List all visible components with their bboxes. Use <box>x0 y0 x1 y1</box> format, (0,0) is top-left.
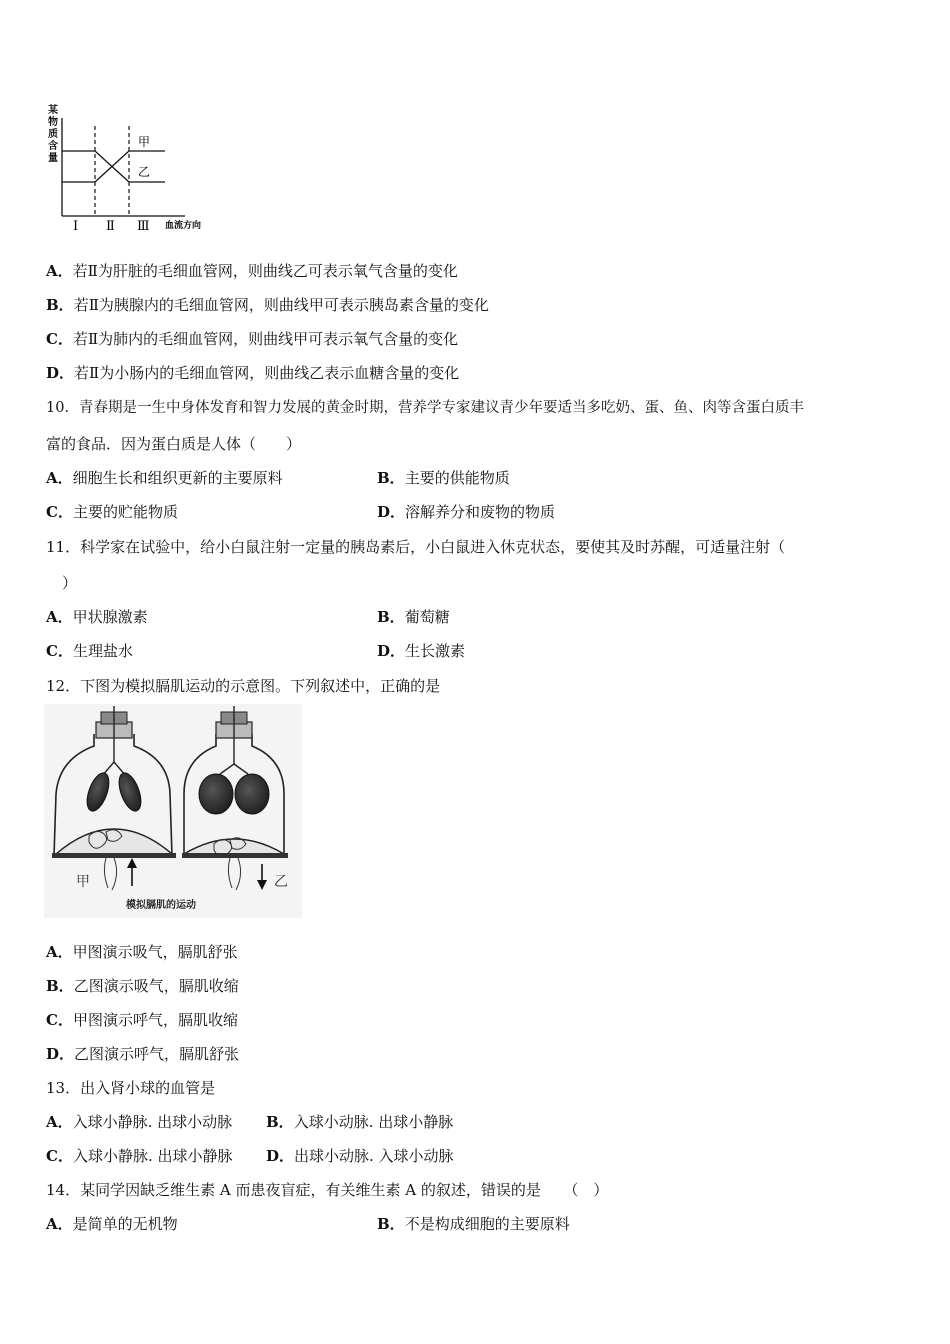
graph-ylabel-char: 某 <box>48 105 58 116</box>
option-text: 若Ⅱ为肝脏的毛细血管网，则曲线乙可表示氧气含量的变化 <box>72 262 458 280</box>
option-text: 入球小动脉. 出球小静脉 <box>293 1113 454 1131</box>
bell-jar-jia <box>52 706 176 890</box>
option-letter: B． <box>377 608 405 626</box>
graph-xlabel: 血流方向 <box>165 221 202 231</box>
option-letter: B． <box>377 1215 405 1233</box>
option-text: 甲图演示吸气，膈肌舒张 <box>72 943 238 961</box>
blood-content-graph <box>40 100 220 235</box>
option-text: 若Ⅱ为胰腺内的毛细血管网，则曲线甲可表示胰岛素含量的变化 <box>73 296 489 314</box>
q11-stem-line2: ） <box>62 574 78 592</box>
q9-option-b <box>46 295 489 315</box>
option-text: 若Ⅱ为肺内的毛细血管网，则曲线甲可表示氧气含量的变化 <box>72 330 459 348</box>
q12-option-b <box>46 976 239 996</box>
option-letter: B． <box>266 1113 294 1131</box>
option-text: 入球小静脉. 出球小静脉 <box>72 1147 233 1165</box>
option-letter: C． <box>46 1011 73 1029</box>
option-text: 入球小静脉. 出球小动脉 <box>72 1113 233 1131</box>
q10-stem-line2: 富的食品．因为蛋白质是人体（ ） <box>46 435 302 453</box>
figure-label-jia: 甲 <box>76 874 90 890</box>
q9-option-c <box>46 329 458 349</box>
option-letter: A． <box>46 608 73 626</box>
option-text: 生理盐水 <box>72 642 133 660</box>
option-text: 主要的供能物质 <box>404 469 510 487</box>
option-letter: B． <box>46 977 74 995</box>
curve-label-jia: 甲 <box>138 135 151 149</box>
option-text: 葡萄糖 <box>404 608 450 626</box>
option-letter: D． <box>46 1045 75 1063</box>
option-text: 若Ⅱ为小肠内的毛细血管网，则曲线乙表示血糖含量的变化 <box>74 364 460 382</box>
q13-option-d <box>266 1146 454 1166</box>
diaphragm-membrane <box>184 839 284 854</box>
option-text: 甲图演示呼气，膈肌收缩 <box>72 1011 238 1029</box>
graph-ylabel-char: 物 <box>48 117 58 128</box>
region-label: Ⅲ <box>137 219 150 234</box>
region-label: Ⅰ <box>73 219 79 234</box>
jar-base <box>182 853 288 858</box>
q9-option-a <box>46 261 458 281</box>
q11-option-d <box>377 641 465 661</box>
q13-option-c <box>46 1146 233 1166</box>
q10-option-d <box>377 502 555 522</box>
option-letter: D． <box>266 1147 295 1165</box>
q14-option-b <box>377 1214 570 1234</box>
lung-right <box>115 770 146 814</box>
option-letter: A． <box>46 1113 73 1131</box>
option-letter: D． <box>377 642 406 660</box>
q14-option-a <box>46 1214 178 1234</box>
q11-option-a <box>46 607 148 627</box>
option-text: 乙图演示吸气，膈肌收缩 <box>73 977 239 995</box>
q10-option-b <box>377 468 510 488</box>
q9-option-d <box>46 363 459 383</box>
q12-stem: 12．下图为模拟膈肌运动的示意图。下列叙述中，正确的是 <box>46 677 441 695</box>
option-text: 甲状腺激素 <box>72 608 148 626</box>
lung-left <box>83 770 114 814</box>
option-text: 不是构成细胞的主要原料 <box>404 1215 570 1233</box>
option-letter: B． <box>377 469 405 487</box>
option-letter: A． <box>46 262 73 280</box>
curve-label-yi: 乙 <box>138 165 151 179</box>
q10-option-a <box>46 468 283 488</box>
option-text: 乙图演示呼气，膈肌舒张 <box>74 1045 240 1063</box>
q12-option-d <box>46 1044 239 1064</box>
diaphragm-model-figure <box>44 704 302 918</box>
q10-stem-line1: 10．青春期是一生中身体发育和智力发展的黄金时期，营养学专家建议青少年要适当多吃奶、蛋、鱼、肉等含蛋白质丰 <box>46 400 804 416</box>
option-letter: C． <box>46 503 73 521</box>
option-letter: B． <box>46 296 74 314</box>
lung-right <box>235 774 269 814</box>
option-letter: C． <box>46 642 73 660</box>
jar-base <box>52 853 176 858</box>
option-text: 生长激素 <box>405 642 466 660</box>
q14-stem: 14．某同学因缺乏维生素 A 而患夜盲症，有关维生素 A 的叙述，错误的是 （ ） <box>46 1181 609 1199</box>
option-text: 细胞生长和组织更新的主要原料 <box>72 469 283 487</box>
q11-option-c <box>46 641 133 661</box>
q13-option-b <box>266 1112 453 1132</box>
option-letter: A． <box>46 469 73 487</box>
q13-stem: 13．出入肾小球的血管是 <box>46 1079 216 1097</box>
figure-caption: 模拟膈肌的运动 <box>126 900 196 911</box>
option-letter: D． <box>46 364 75 382</box>
option-text: 主要的贮能物质 <box>72 503 178 521</box>
option-text: 出球小动脉. 入球小动脉 <box>294 1147 454 1165</box>
graph-ylabel-char: 含 <box>48 141 58 152</box>
q11-option-b <box>377 607 450 627</box>
option-letter: C． <box>46 1147 73 1165</box>
q12-option-c <box>46 1010 238 1030</box>
q12-option-a <box>46 942 238 962</box>
figure-label-yi: 乙 <box>274 874 288 890</box>
region-label: Ⅱ <box>106 219 115 234</box>
option-letter: A． <box>46 943 73 961</box>
lung-left <box>199 774 233 814</box>
q10-option-c <box>46 502 178 522</box>
option-letter: A． <box>46 1215 73 1233</box>
option-text: 溶解养分和废物的物质 <box>405 503 556 521</box>
graph-ylabel-char: 量 <box>48 153 58 164</box>
option-text: 是简单的无机物 <box>72 1215 178 1233</box>
option-letter: C． <box>46 330 73 348</box>
bell-jar-yi <box>182 706 288 890</box>
graph-ylabel-char: 质 <box>48 129 58 140</box>
q11-stem-line1: 11．科学家在试验中，给小白鼠注射一定量的胰岛素后，小白鼠进入休克状态，要使其及时苏醒，可适量注射（ <box>46 538 786 556</box>
option-letter: D． <box>377 503 406 521</box>
q13-option-a <box>46 1112 232 1132</box>
